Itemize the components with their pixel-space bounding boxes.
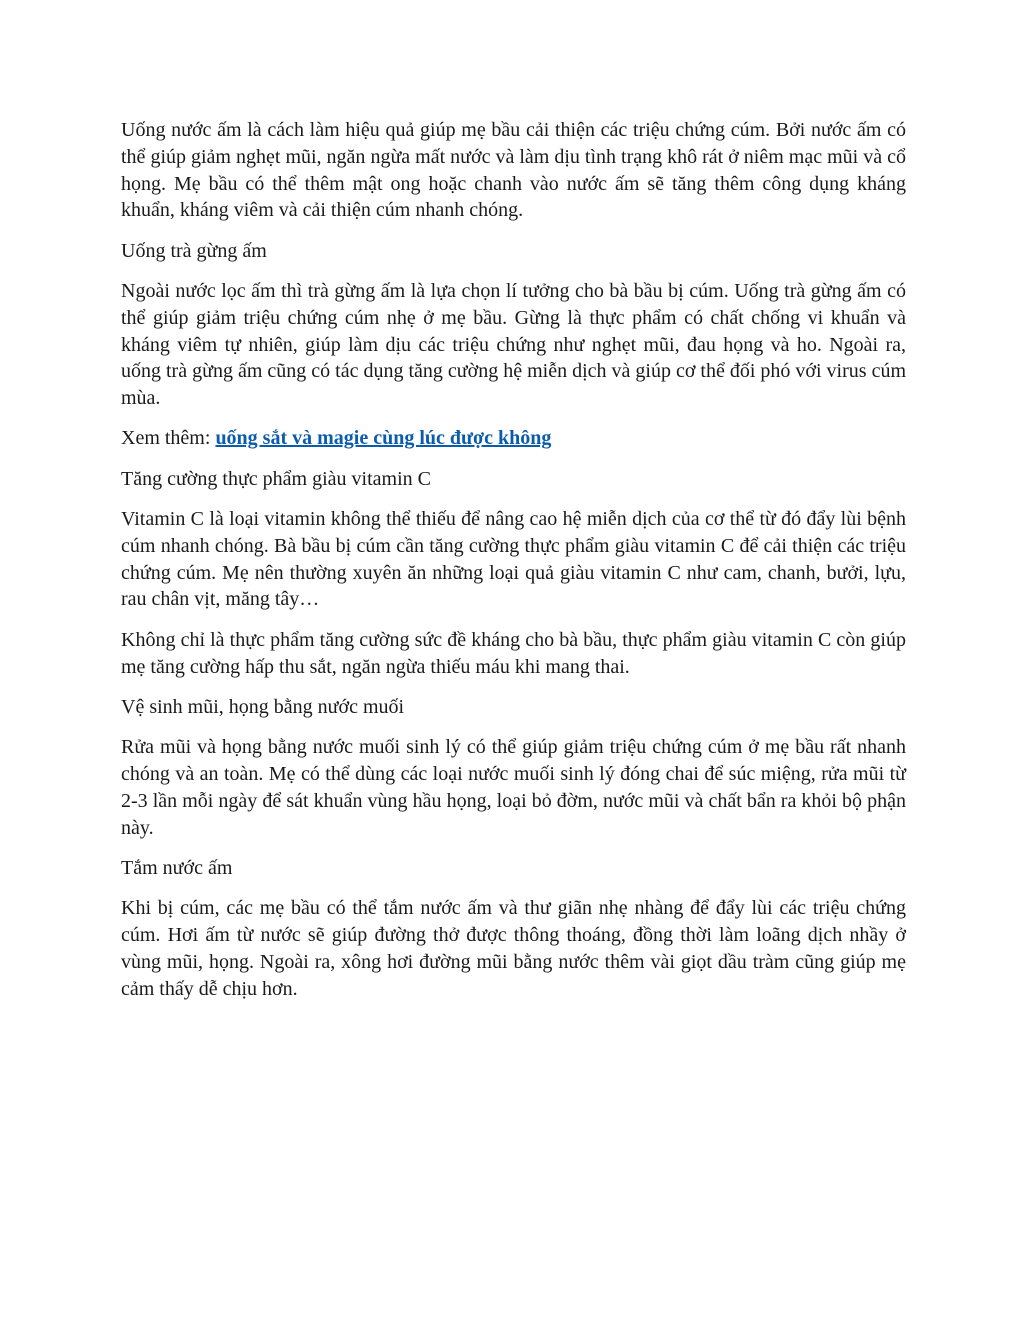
see-also-link[interactable]: uống sắt và magie cùng lúc được không [215,427,552,450]
paragraph-ginger-tea: Ngoài nước lọc ấm thì trà gừng ấm là lựa chọn lí tưởng cho bà bầu bị cúm. Uống trà gừng ấm có thể giúp giảm triệu chứng cúm nhẹ ở mẹ bầu. Gừng là thực phẩm có chất chống vi khuẩn và kháng viêm tự nhiên, giúp làm dịu các triệu chứng như nghẹt mũi, đau họng và ho. Ngoài ra, uống trà gừng ấm cũng có tác dụng tăng cường hệ miễn dịch và giúp cơ thể đối phó với virus cúm mùa. [121,279,906,410]
heading-warm-bath: Tắm nước ấm [121,856,233,879]
heading-saline-rinse: Vệ sinh mũi, họng bằng nước muối [121,695,405,718]
heading-vitamin-c: Tăng cường thực phẩm giàu vitamin C [121,467,431,490]
see-also-line [121,425,906,452]
paragraph-warm-water: Uống nước ấm là cách làm hiệu quả giúp mẹ bầu cải thiện các triệu chứng cúm. Bởi nước ấm có thể giúp giảm nghẹt mũi, ngăn ngừa mất nước và làm dịu tình trạng khô rát ở niêm mạc mũi và cổ họng. Mẹ bầu có thể thêm mật ong hoặc chanh vào nước ấm sẽ tăng thêm công dụng kháng khuẩn, kháng viêm và cải thiện cúm nhanh chóng. [121,119,906,222]
paragraph-saline-rinse: Rửa mũi và họng bằng nước muối sinh lý có thể giúp giảm triệu chứng cúm ở mẹ bầu rất nhanh chóng và an toàn. Mẹ có thể dùng các loại nước muối sinh lý đóng chai để súc miệng, rửa mũi từ 2-3 lần mỗi ngày để sát khuẩn vùng hầu họng, loại bỏ đờm, nước mũi và chất bẩn ra khỏi bộ phận này. [121,736,906,839]
see-also-prefix: Xem thêm: [121,427,216,450]
paragraph-vitamin-c: Vitamin C là loại vitamin không thể thiếu để nâng cao hệ miễn dịch của cơ thể từ đó đẩy lùi bệnh cúm nhanh chóng. Bà bầu bị cúm cần tăng cường thực phẩm giàu vitamin C để cải thiện các triệu chứng cúm. Mẹ nên thường xuyên ăn những loại quả giàu vitamin C như cam, chanh, bưởi, lựu, rau chân vịt, măng tây… [121,508,906,611]
paragraph-vitamin-c-iron: Không chỉ là thực phẩm tăng cường sức đề kháng cho bà bầu, thực phẩm giàu vitamin C còn giúp mẹ tăng cường hấp thu sắt, ngăn ngừa thiếu máu khi mang thai. [121,628,906,678]
heading-ginger-tea: Uống trà gừng ấm [121,239,267,262]
paragraph-warm-bath: Khi bị cúm, các mẹ bầu có thể tắm nước ấm và thư giãn nhẹ nhàng để đẩy lùi các triệu chứng cúm. Hơi ấm từ nước sẽ giúp đường thở được thông thoáng, đồng thời làm loãng dịch nhầy ở vùng mũi, họng. Ngoài ra, xông hơi đường mũi bằng nước thêm vài giọt dầu tràm cũng giúp mẹ cảm thấy dễ chịu hơn. [121,897,906,1000]
document-page [121,117,906,1016]
